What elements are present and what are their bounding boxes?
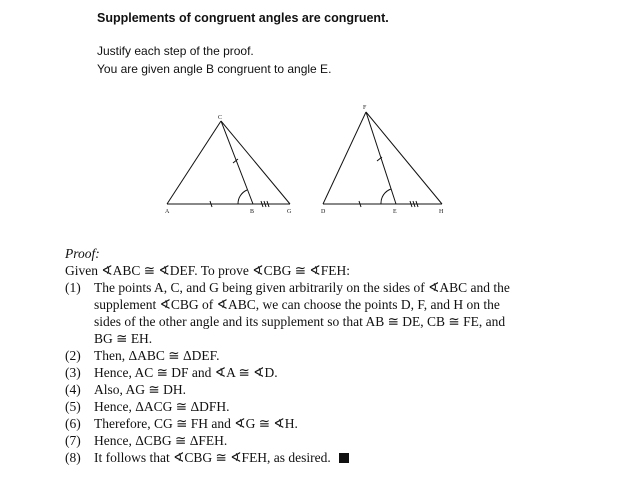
instruction-line-2: You are given angle B congruent to angle E.: [97, 62, 332, 76]
step-number: (3): [65, 365, 81, 380]
proof-step: [65, 398, 525, 415]
step-number: (7): [65, 433, 81, 448]
step-text: Also, AG ≅ DH.: [94, 382, 186, 397]
proof-block: [65, 245, 525, 466]
step-text: It follows that ∢CBG ≅ ∢FEH, as desired.: [94, 450, 331, 465]
step-text: The points A, C, and G being given arbitrarily on the sides of ∢ABC and the supplement ∢CBG of ∢ABC, we can choose the points D, F, and H on the sides of the other angle and its supplement so that AB ≅ DE, CB ≅ FE, and BG ≅ EH.: [94, 280, 510, 346]
proof-step: [65, 415, 525, 432]
proof-step: [65, 381, 525, 398]
label-e: E: [393, 209, 397, 215]
angle-b-arc: [238, 190, 247, 204]
label-h: H: [439, 209, 444, 215]
proof-step: [65, 432, 525, 449]
segment-cb: [221, 121, 253, 204]
step-number: (6): [65, 416, 81, 431]
step-number: (8): [65, 450, 81, 465]
step-text: Hence, AC ≅ DF and ∢A ≅ ∢D.: [94, 365, 278, 380]
proof-step: [65, 279, 525, 347]
proof-heading: Proof:: [65, 246, 100, 261]
proof-step: [65, 347, 525, 364]
instruction-line-1: Justify each step of the proof.: [97, 44, 254, 58]
qed-square-icon: [339, 453, 349, 463]
label-d: D: [321, 209, 326, 215]
label-f: F: [363, 105, 367, 111]
page-title: Supplements of congruent angles are congruent.: [97, 11, 389, 25]
proof-step: [65, 449, 525, 466]
step-number: (1): [65, 280, 81, 295]
label-g: G: [287, 209, 292, 215]
segment-ac: [167, 121, 221, 204]
proof-step: [65, 364, 525, 381]
step-number: (2): [65, 348, 81, 363]
segment-fh: [366, 112, 442, 204]
step-number: (5): [65, 399, 81, 414]
step-text: Hence, ΔCBG ≅ ΔFEH.: [94, 433, 228, 448]
angle-e-arc: [381, 189, 391, 204]
step-text: Then, ΔABC ≅ ΔDEF.: [94, 348, 220, 363]
step-text: Therefore, CG ≅ FH and ∢G ≅ ∢H.: [94, 416, 298, 431]
step-text: Hence, ΔACG ≅ ΔDFH.: [94, 399, 230, 414]
step-number: (4): [65, 382, 81, 397]
label-c: C: [218, 115, 223, 121]
segment-df: [323, 112, 366, 204]
label-a: A: [165, 209, 170, 215]
proof-given: Given ∢ABC ≅ ∢DEF. To prove ∢CBG ≅ ∢FEH:: [65, 263, 350, 278]
triangles-figure: [155, 96, 455, 221]
label-b: B: [250, 209, 255, 215]
segment-cg: [221, 121, 290, 204]
